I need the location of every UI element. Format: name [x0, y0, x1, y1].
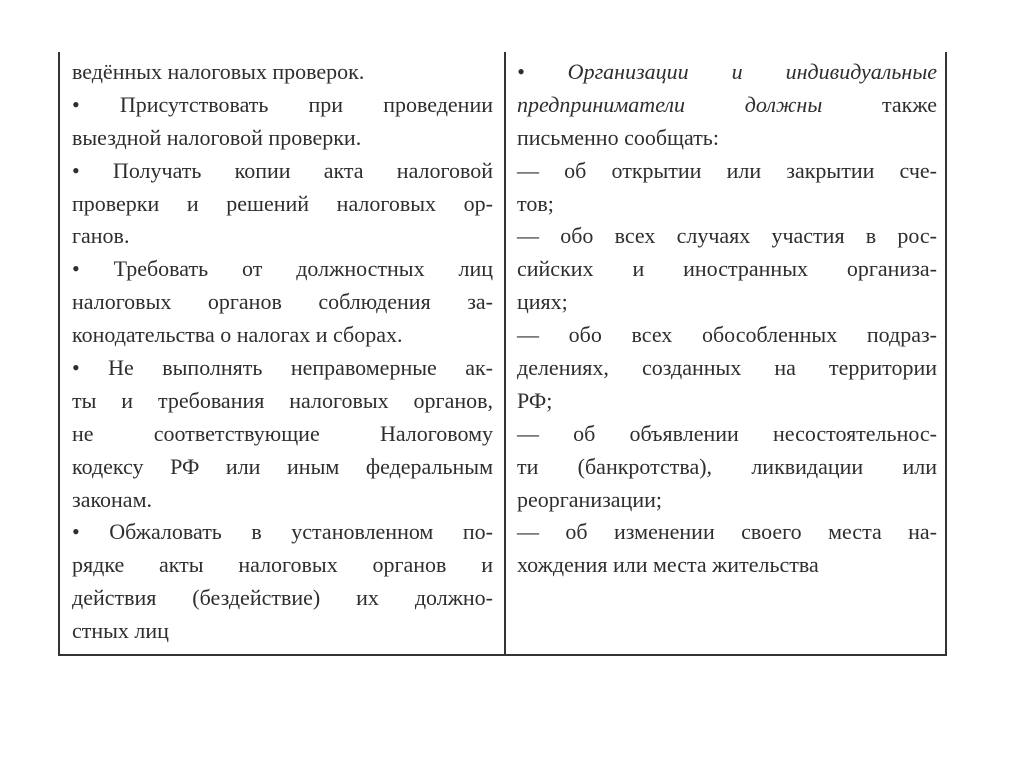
- text-line: [517, 549, 937, 582]
- text-line: [517, 155, 937, 188]
- line-text: ганов.: [72, 223, 130, 249]
- text-line: [517, 122, 937, 155]
- line-text: законам.: [72, 486, 152, 512]
- text-line: [72, 89, 493, 122]
- text-line: [72, 615, 493, 648]
- line-text: не соответствующие Налоговому: [72, 420, 493, 446]
- line-text: конодательства о налогах и сборах.: [72, 322, 403, 348]
- line-text: — об открытии или закрытии сче-: [517, 157, 937, 183]
- document-table: [58, 52, 947, 656]
- text-line: [72, 484, 493, 517]
- line-text: — об изменении своего места на-: [517, 519, 937, 545]
- text-line: [72, 155, 493, 188]
- text-line: [72, 286, 493, 319]
- text-line: [517, 451, 937, 484]
- line-text: • Присутствовать при проведении: [72, 91, 493, 117]
- text-line: [72, 451, 493, 484]
- text-line: [72, 352, 493, 385]
- text-line: [517, 89, 937, 122]
- line-text: • Обжаловать в установленном по-: [72, 519, 493, 545]
- italic-text: предприниматели должны: [517, 91, 823, 117]
- text-line: [72, 220, 493, 253]
- column-divider: [504, 52, 506, 654]
- text-line: [517, 188, 937, 221]
- line-text: письменно сообщать:: [517, 124, 719, 150]
- text-line: [517, 516, 937, 549]
- text-line: [72, 56, 493, 89]
- line-text: реорганизации;: [517, 486, 662, 512]
- line-text: проверки и решений налоговых ор-: [72, 190, 493, 216]
- right-column-taxpayer-duties: [517, 56, 937, 582]
- line-text: также: [822, 91, 937, 117]
- text-line: [72, 549, 493, 582]
- line-text: ведённых налоговых проверок.: [72, 59, 365, 84]
- line-text: ти (банкротства), ликвидации или: [517, 453, 937, 479]
- text-line: [517, 385, 937, 418]
- text-line: [72, 516, 493, 549]
- line-text: стных лиц: [72, 618, 169, 644]
- line-text: действия (бездействие) их должно-: [72, 585, 493, 611]
- line-text: • Получать копии акта налоговой: [72, 157, 493, 183]
- text-line: [517, 253, 937, 286]
- line-text: — обо всех случаях участия в рос-: [517, 223, 937, 249]
- line-text: циях;: [517, 289, 568, 315]
- line-text: ты и требования налоговых органов,: [72, 387, 493, 413]
- line-text: — об объявлении несостоятельнос-: [517, 420, 937, 446]
- italic-text: • Организации и индивидуальные: [517, 59, 937, 84]
- line-text: делениях, созданных на территории: [517, 355, 937, 381]
- left-column-taxpayer-rights: [72, 56, 493, 648]
- text-line: [72, 385, 493, 418]
- text-line: [72, 253, 493, 286]
- text-line: [517, 484, 937, 517]
- line-text: • Не выполнять неправомерные ак-: [72, 355, 493, 381]
- text-line: [72, 122, 493, 155]
- line-text: рядке акты налоговых органов и: [72, 552, 493, 578]
- line-text: налоговых органов соблюдения за-: [72, 289, 493, 315]
- line-text: кодексу РФ или иным федеральным: [72, 453, 493, 479]
- line-text: хождения или места жительства: [517, 552, 819, 578]
- line-text: РФ;: [517, 387, 553, 413]
- text-line: [72, 188, 493, 221]
- text-line: [517, 319, 937, 352]
- text-line: [517, 220, 937, 253]
- line-text: тов;: [517, 190, 554, 216]
- text-line: [517, 286, 937, 319]
- line-text: • Требовать от должностных лиц: [72, 256, 493, 282]
- text-line: [72, 319, 493, 352]
- line-text: — обо всех обособленных подраз-: [517, 322, 937, 348]
- text-line: [517, 418, 937, 451]
- text-line: [72, 582, 493, 615]
- text-line: [72, 418, 493, 451]
- text-line: [517, 56, 937, 89]
- line-text: выездной налоговой проверки.: [72, 124, 362, 150]
- text-line: [517, 352, 937, 385]
- line-text: сийских и иностранных организа-: [517, 256, 937, 282]
